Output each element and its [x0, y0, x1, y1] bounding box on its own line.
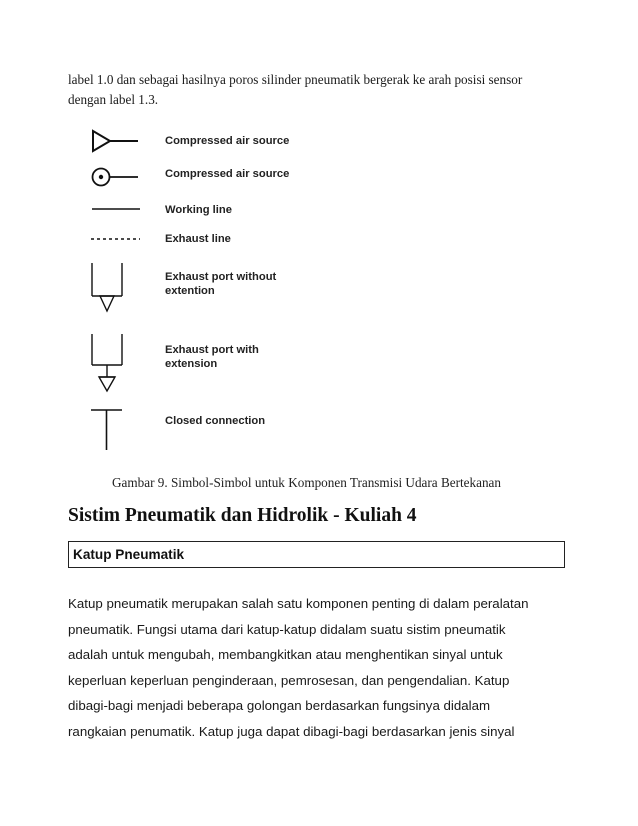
triangle-source-icon [93, 131, 138, 151]
intro-line: label 1.0 dan sebagai hasilnya poros silinder pneumatik bergerak ke arah posisi sensor [68, 72, 523, 87]
body-line: Katup pneumatik merupakan salah satu komponen penting di dalam peralatan [68, 596, 529, 611]
body-line: keperluan keperluan penginderaan, pemrosesan, dan pengendalian. Katup [68, 672, 510, 688]
circle-source-icon [93, 169, 139, 186]
symbol-label-compressed-air-source-1: Compressed air source [165, 135, 290, 147]
body-line: rangkaian penumatik. Katup juga dapat dibagi-bagi berdasarkan jenis sinyal [68, 723, 515, 739]
body-line: dibagi-bagi menjadi beberapa golongan berdasarkan fungsinya didalam [68, 698, 491, 714]
body-line: pneumatik. Fungsi utama dari katup-katup didalam suatu sistim pneumatik [68, 621, 506, 637]
symbol-label-exhaust-line: Exhaust line [165, 233, 231, 245]
section-title: Sistim Pneumatik dan Hidrolik - Kuliah 4 [68, 505, 417, 526]
exhaust-port-extension-icon [92, 334, 122, 391]
symbol-label-compressed-air-source-2: Compressed air source [165, 168, 290, 180]
body-line: adalah untuk mengubah, membangkitkan atau menghentikan sinyal untuk [68, 647, 503, 663]
symbol-label-working-line: Working line [165, 204, 232, 216]
figure-caption: Gambar 9. Simbol-Simbol untuk Komponen Transmisi Udara Bertekanan [112, 475, 501, 490]
intro-line: dengan label 1.3. [68, 92, 159, 107]
symbol-label-exhaust-port-without-extension: Exhaust port without extention [165, 271, 277, 297]
exhaust-port-icon [92, 263, 122, 311]
symbol-label-exhaust-port-with-extension: Exhaust port with extension [165, 344, 259, 370]
subsection-title: Katup Pneumatik [73, 547, 185, 562]
symbol-label-closed-connection: Closed connection [165, 415, 266, 427]
body-paragraph [68, 591, 568, 745]
subsection-heading-box [68, 541, 565, 568]
closed-connection-icon [91, 410, 122, 450]
